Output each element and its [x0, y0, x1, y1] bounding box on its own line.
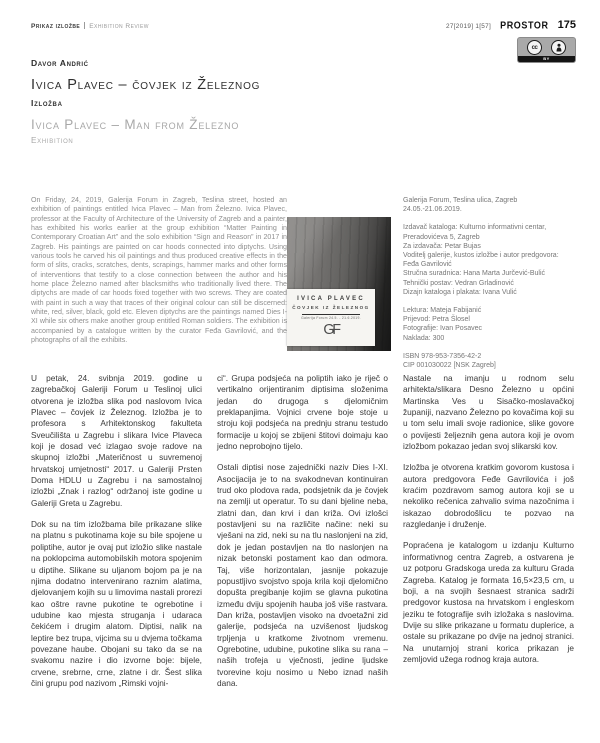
cover-exhibition-title: ČOVJEK IZ ŽELEZNOG [292, 304, 370, 310]
cc-icons-row [518, 40, 575, 55]
body-paragraph: Izložba je otvorena kratkim govorom kustosa i autora predgovora Feđe Gavrilovića i još kraćim pozdravom samog autora koji se u nekoliko rečenica zahvalio svima nazočnima i iskazao dobrodošlicu te pozvao na razgledanje i druženje. [403, 462, 574, 530]
catalog-cover-card [287, 289, 375, 346]
body-column-3 [403, 373, 574, 675]
section-label [31, 22, 149, 30]
impressum-isbn-group [403, 352, 575, 370]
section-label-en: Exhibition Review [89, 23, 149, 30]
gf-logo: GF [323, 320, 339, 338]
setup-line: Tehnički postav: Vedran Grladinović [403, 279, 514, 287]
for-publisher-line: Za izdavača: Petar Bujas [403, 242, 481, 250]
article-subtitle-hr: Izložba [31, 98, 63, 108]
page-header [31, 19, 576, 31]
associate-line: Stručna suradnica: Hana Marta Jurčević-Bulić [403, 270, 546, 278]
author-name: Davor Andrić [31, 58, 89, 68]
translation-line: Prijevod: Petra Šlosel [403, 316, 470, 324]
body-paragraph: Nastale na imanju u rodnom selu arhitekta/slikara Desno Železno u općini Martinska Ves u Sisačko-moslavačkoj županiji, nazvano Železno po kovačima koji su u tom selu imali svoje radionice, slike govore o povijesti željeznih gena autora koji je ovom izložbom pokazao jedan svoj slikarski kov. [403, 373, 574, 452]
print-run-line: Naklada: 300 [403, 334, 445, 342]
cip-line: CIP 001030022 [NSK Zagreb] [403, 362, 496, 370]
cc-by-label: BY [518, 56, 575, 62]
catalog-impressum [403, 196, 575, 379]
publisher-line: Izdavač kataloga: Kulturno informativni centar, Preradovićeva 5, Zagreb [403, 224, 547, 241]
body-column-1 [31, 373, 202, 699]
attribution-person-icon [551, 40, 566, 55]
article-title-en: Ivica Plavec – Man from Železno [31, 117, 240, 132]
isbn-line: ISBN 978-953-7356-42-2 [403, 352, 482, 360]
cc-license-badge [517, 37, 576, 63]
impressum-venue-group [403, 196, 575, 214]
curator-line: Voditelj galerije, kustos izložbe i autor predgovora: Feđa Gavrilović [403, 252, 559, 269]
header-divider [84, 22, 85, 29]
body-paragraph: Dok su na tim izložbama bile prikazane slike na platnu s pukotinama koje su bile spojene u poliptihe, autor je ovaj put izložio slike nastale na poklopcima automobilskih motora spojenim u diptihe. Slikane su uljanom bojom pa je na njima dodatno intervenirano raznim alatima, djelovanjem kojih su u limovima nastali prorezi kao oštre ravne pukotine te ogrebotine i udubine kao mjesta struganja i udaraca čekićem i drugim alatom. Diptisi, nalik na leptire bez trupa, vijcima su u dvjema točkama povezane haube. Obojani su tako da se na svakomu nazire i dio izvorne boje: bijele, crvene, srebrne, crne, zlatne i dr. Šest slika čini grupu pod nazivom „Rimski vojni- [31, 519, 202, 688]
design-line: Dizajn kataloga i plakata: Ivana Vulić [403, 288, 517, 296]
page-number: 175 [557, 19, 576, 31]
impressum-credits-group [403, 223, 575, 297]
cc-icon: cc [527, 40, 542, 55]
cover-divider-line [302, 314, 360, 315]
abstract-english: On Friday, 24, 2019, Galerija Forum in Zagreb, Teslina street, hosted an exhibition of paintings entitled Ivica Plavec – Man from Železno. Ivica Plavec, professor at the Faculty of Architecture of the University of Zagreb and a painter, has exhibited his works earlier at the group exhibition “Matter Painting in Contemporary Croatian Art” and the solo exhibition “Sign and Reason” in 2017 in Zagreb. His paintings are painted on car hoods connected into diptychs. Using various tools he carved his oil paintings and thus produced creative effects in the form of slits, cracks, scratches, dents, scrapings, hammer marks and other forms of interventions that testify to a close connection between the author and his home place Železno named after blacksmiths who traditionally lived there. The diptychs are made of car hoods fixed together with two screws. They are coated with paint in such a way that traces of their original colour can still be discerned: white, red, silver, black, gold etc. Eleven diptychs are the paintings named Dies I-XI while six others make another group entitled Roman soldiers. The exhibition is accompanied by a catalogue written by the curator Feđa Gavrilović, and the photographs of all the exhibits. [31, 196, 287, 345]
body-paragraph: ci“. Grupa podsjeća na poliptih iako je riječ o vertikalno orijentiranim diptisima složenima jedan do drugoga s djelomičnim preklapanjima. Vojnici crvene boje stoje u stroju koji podsjeća na prednju stranu testudo formacije u kojoj se zbijeni štitovi doimaju kao jedno neprobojno tijelo. [217, 373, 388, 452]
venue-line: Galerija Forum, Teslina ulica, Zagreb [403, 197, 518, 204]
cover-caption: Galerija Forum 24.5. - 21.6.2019. [301, 315, 361, 320]
photography-line: Fotografije: Ivan Posavec [403, 325, 482, 333]
catalog-cover-photo [287, 217, 391, 351]
article-title-hr: Ivica Plavec – čovjek iz Železnog [31, 77, 261, 93]
article-subtitle-en: Exhibition [31, 136, 74, 145]
body-column-2 [217, 373, 388, 699]
issue-number: 27[2019] 1[57] [446, 23, 492, 30]
header-issue-block [446, 19, 576, 31]
dates-line: 24.05.-21.06.2019. [403, 206, 462, 214]
section-label-hr: Prikaz izložbe [31, 23, 81, 30]
body-paragraph: U petak, 24. svibnja 2019. godine u zagrebačkoj Galeriji Forum u Teslinoj ulici otvorena je izložba slika pod naslovom Ivica Plavec – čovjek iz Železnog. Izložba je to profesora s Arhitektonskog fakulteta Sveučilišta u Zagrebu i slikara Ivice Plaveca koji je dosad već izlagao svoje radove na skupnoj izložbi „Materičnost u suvremenoj hrvatskoj umjetnosti“ 2017. u Galeriji Prsten Doma HDLU u Zagrebu i na samostalnoj izložbi „Znak i razlog“ održanoj iste godine u Galeriji Greta u Zagrebu. [31, 373, 202, 508]
body-paragraph: Ostali diptisi nose zajednički naziv Dies I-XI. Asocijacija je to na svakodnevan kontinuiran trud oko plodova rada, podsjetnik da je čovjek na zemlji ut operatur. To su dani bjeline neba, zlatni dan, dan krvi i dan križa. Ovi izlošci postavljeni su na različite načine: neki su vješani na zid, neki su na tlu naslonjeni na zid, dok je jedan postavljen na tlo naslonjen na nizak betonski postament kao dan odmora. Taj, više horizontalan, jasnije pokazuje popustljivo svojstvo spoja krila koji djelomično dopušta pregibanje kojim se glavna pukotina između dviju spojenih hauba još više rastvara. Dan križa, postavljen visoko na dvoetažni zid galerije, podsjeća na uzvišenost ljudskog trpljenja u kratkome životnom vremenu. Ogrebotine, udubine, pukotine slika su rana – naših trofeja u vječnosti, jedine ljudske tvorevine koju nosimo u Nebo iznad naših dana. [217, 462, 388, 688]
proofreading-line: Lektura: Mateja Fabijanić [403, 307, 482, 315]
cover-artist-name: IVICA PLAVEC [297, 296, 365, 302]
journal-name: PROSTOR [500, 19, 549, 31]
body-paragraph: Popraćena je katalogom u izdanju Kulturno informativnog centra Zagreb, a ostvarena je uz potporu Gradskoga ureda za kulturu Grada Zagreba. Katalog je formata 16,5×23,5 cm, u boji, a na svojih šesnaest stranica sadrži predgovor kustosa na hrvatskom i engleskom jeziku te fotografije svih izložaka s naslovima. Dvije su slike prikazane u formatu duplerice, a ostale su prikazane po dvije na jednoj stranici. Na unutarnjoj strani korica prikazan je zemljovid užega rodnog kraja autora. [403, 540, 574, 664]
impressum-production-group [403, 306, 575, 343]
